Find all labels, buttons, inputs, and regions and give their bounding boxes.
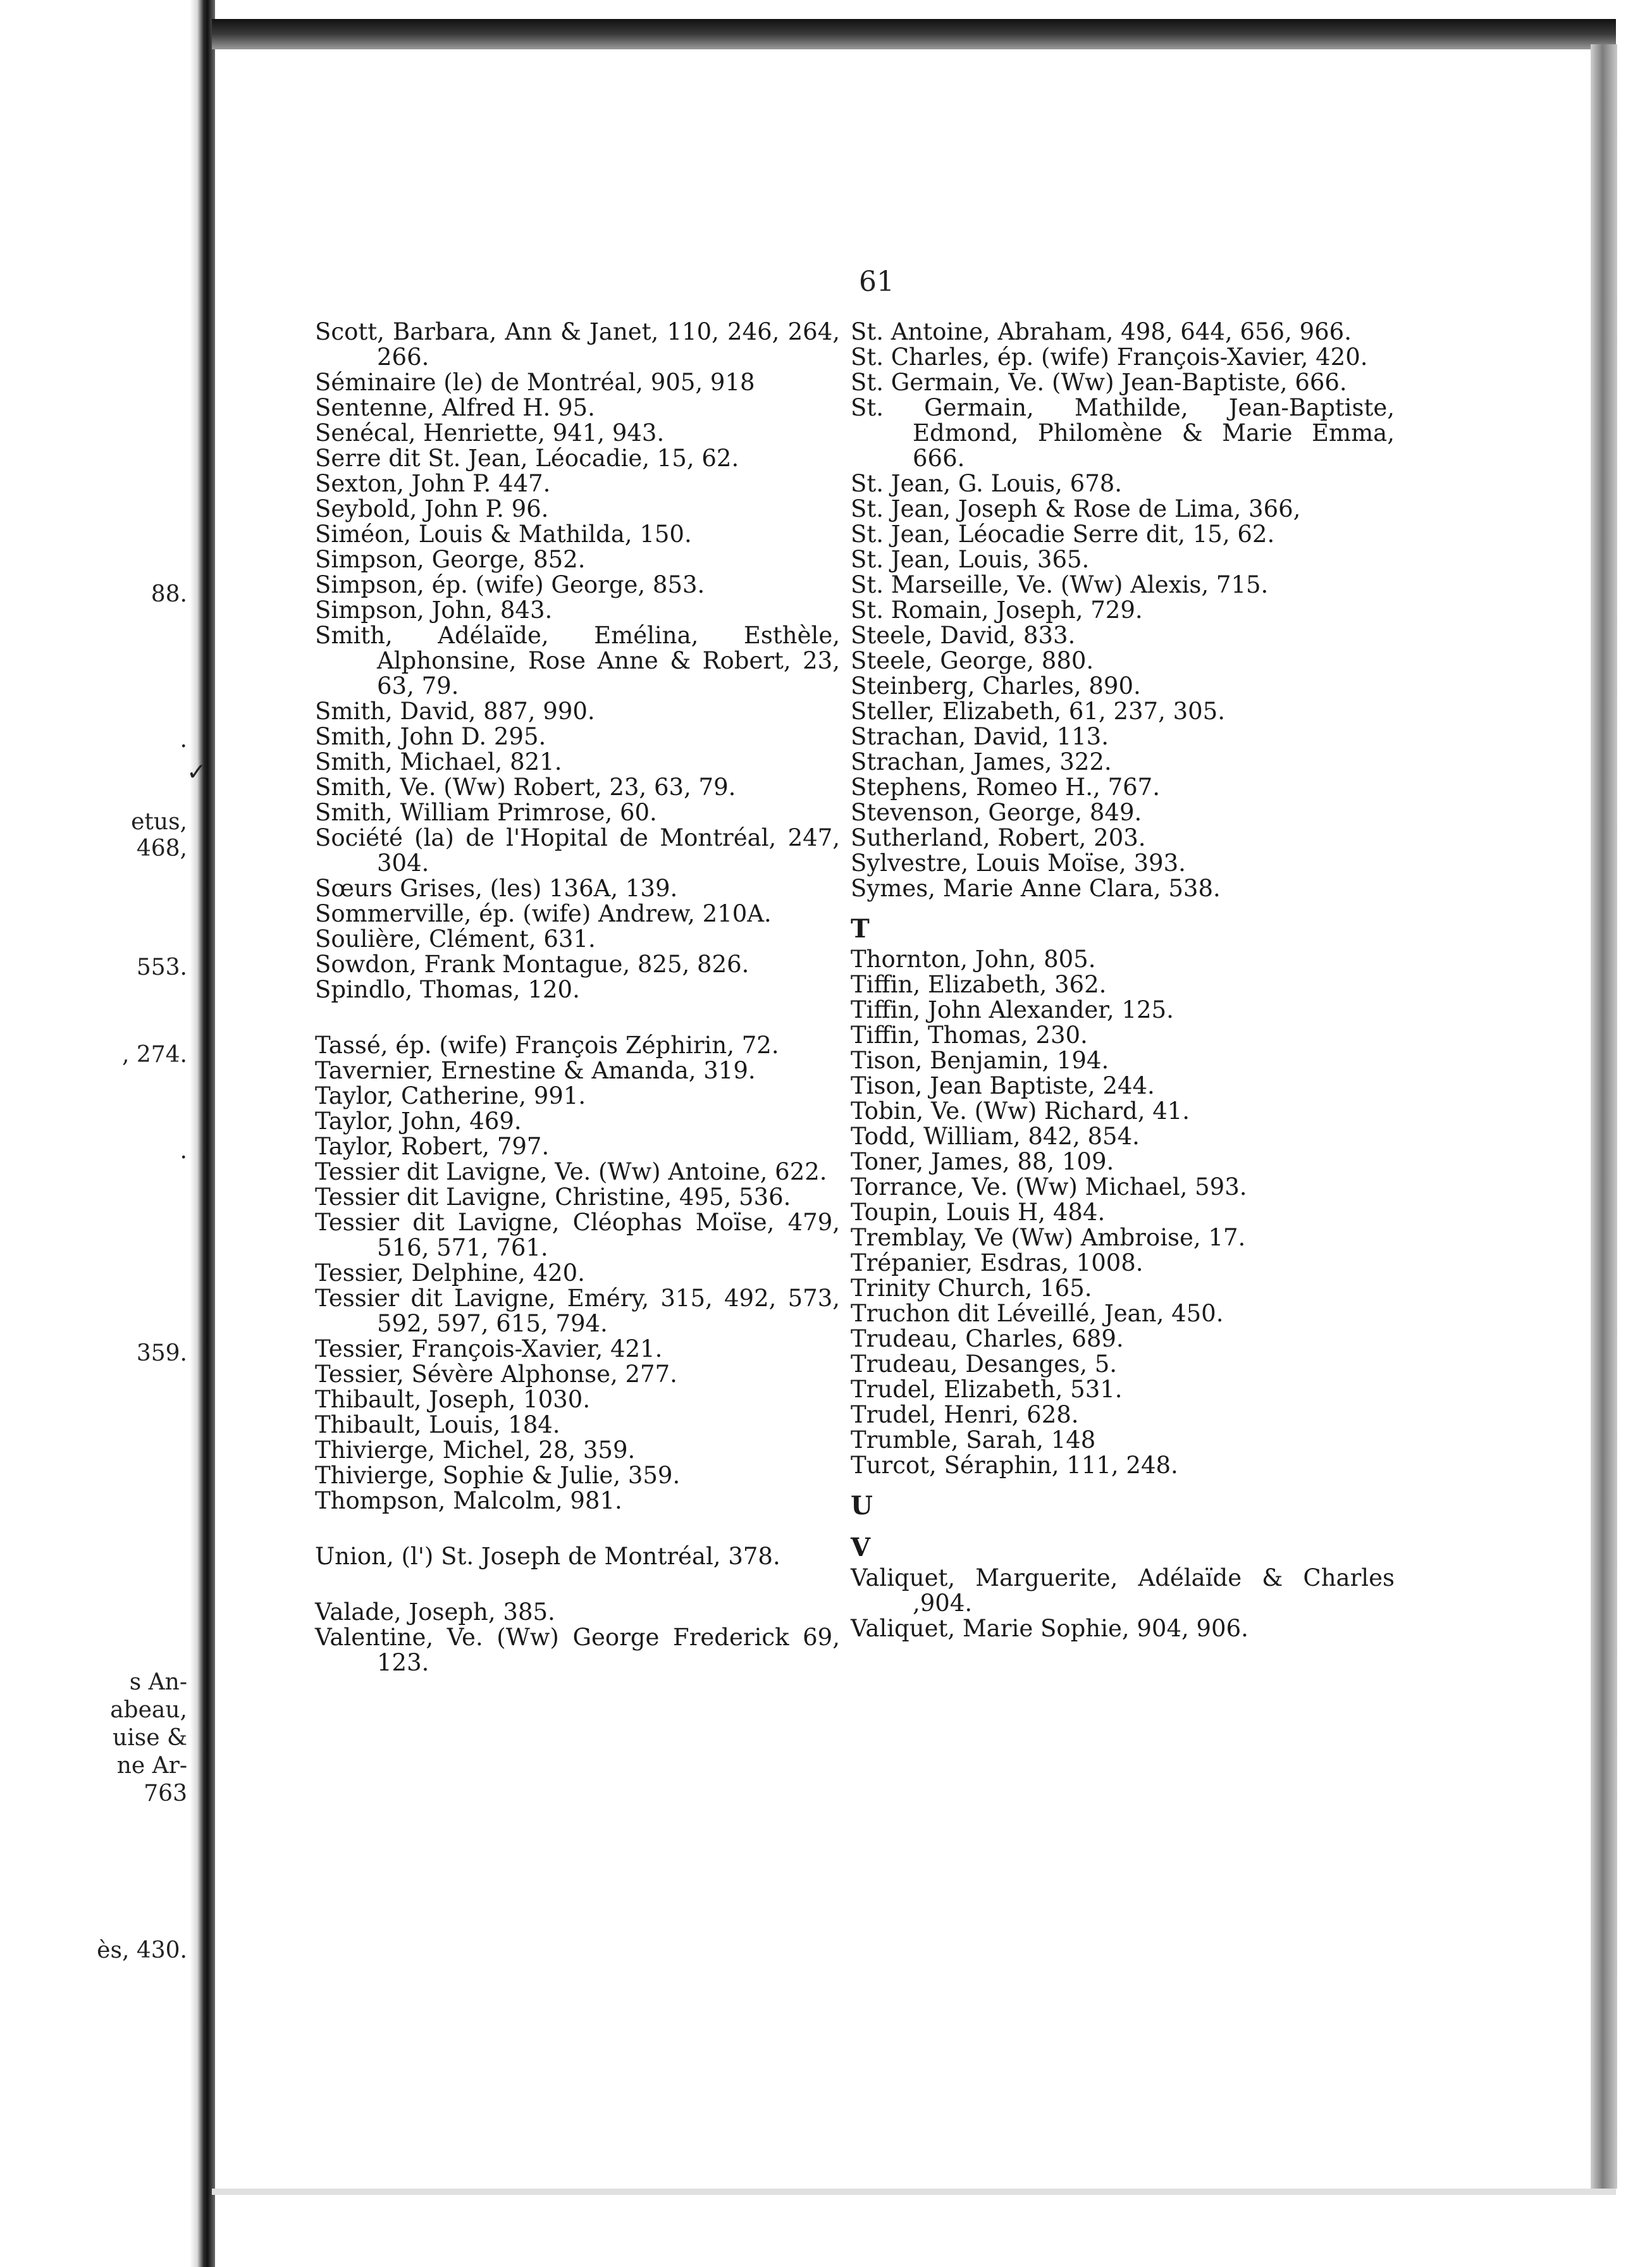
index-entry: St. Romain, Joseph, 729. [851,596,1143,624]
left-page-text-fragment: 359. [136,1340,187,1366]
index-entry: St. Jean, Louis, 365. [851,546,1090,573]
index-entry: Sommerville, ép. (wife) Andrew, 210A. [315,900,772,927]
right-t-entries [851,947,1395,1478]
left-page-text-fragment: 88. [151,581,187,607]
index-entry: Toner, James, 88, 109. [851,1148,1114,1175]
page-top-edge [212,19,1616,49]
index-entry: Tremblay, Ve (Ww) Ambroise, 17. [851,1224,1246,1251]
index-entry: Smith, Michael, 821. [315,748,562,775]
left-page-text-fragment: 468, [136,836,187,862]
index-entry: Trumble, Sarah, 148 [851,1426,1096,1454]
index-entry: Thivierge, Michel, 28, 359. [315,1436,636,1464]
section-heading-t: T [851,914,870,944]
index-entry: Taylor, Robert, 797. [315,1133,550,1160]
left-page-text-fragment: abeau, [110,1697,187,1723]
index-entry: Smith, John D. 295. [315,723,546,750]
index-entry: Valiquet, Marie Sophie, 904, 906. [851,1615,1248,1642]
index-entry: Sentenne, Alfred H. 95. [315,394,595,421]
section-heading-u: U [851,1491,873,1521]
index-entry: Tison, Jean Baptiste, 244. [851,1072,1155,1099]
index-entry: St. Jean, Léocadie Serre dit, 15, 62. [851,521,1275,548]
index-entry: Sutherland, Robert, 203. [851,824,1146,851]
left-page-text-fragment: . [180,727,187,753]
ribbon-marker-icon: ✓ [187,758,207,786]
index-entry: Tessier dit Lavigne, Eméry, 315, 492, 573, 592, 597, 615, 794. [315,1285,840,1337]
index-entry: Siméon, Louis & Mathilda, 150. [315,521,692,548]
section-gap [315,1569,840,1600]
index-entry: Torrance, Ve. (Ww) Michael, 593. [851,1173,1247,1201]
index-entry: Sœurs Grises, (les) 136A, 139. [315,875,678,902]
page-right-edge [1591,44,1617,2189]
index-entry: Symes, Marie Anne Clara, 538. [851,875,1221,902]
index-entry: Thompson, Malcolm, 981. [315,1487,622,1514]
index-entry: Seybold, John P. 96. [315,495,549,522]
left-page-text-fragment: etus, [131,809,187,835]
index-entry: Truchon dit Léveillé, Jean, 450. [851,1300,1224,1327]
section-gap [315,1003,840,1033]
index-entry: St. Germain, Mathilde, Jean-Baptiste, Edmond, Philomène & Marie Emma, 666. [851,394,1395,472]
index-entry: Thibault, Joseph, 1030. [315,1386,591,1413]
left-page-text-fragment: , 274. [121,1042,187,1068]
index-entry: Smith, David, 887, 990. [315,698,595,725]
right-v-entries [851,1566,1395,1641]
index-entry: Steller, Elizabeth, 61, 237, 305. [851,698,1225,725]
section-gap [315,1514,840,1544]
index-entry: Smith, William Primrose, 60. [315,799,657,826]
index-entry: Simpson, ép. (wife) George, 853. [315,571,705,598]
index-entry: St. Jean, Joseph & Rose de Lima, 366, [851,495,1301,522]
index-entry: Tiffin, Elizabeth, 362. [851,971,1107,998]
left-page-text-fragment: 553. [136,954,187,980]
index-column-left [315,319,840,1676]
left-v-entries [315,1600,840,1676]
index-entry: Steele, David, 833. [851,622,1076,649]
index-entry: Strachan, David, 113. [851,723,1109,750]
index-column-right [851,319,1395,1641]
index-entry: Tessier dit Lavigne, Cléophas Moïse, 479, 516, 571, 761. [315,1209,840,1261]
index-entry: Trudel, Henri, 628. [851,1401,1079,1428]
index-entry: Trépanier, Esdras, 1008. [851,1249,1143,1276]
index-entry: Tassé, ép. (wife) François Zéphirin, 72. [315,1032,779,1059]
index-entry: Tessier dit Lavigne, Ve. (Ww) Antoine, 622. [315,1158,827,1185]
index-entry: St. Jean, G. Louis, 678. [851,470,1123,497]
index-entry: Smith, Ve. (Ww) Robert, 23, 63, 79. [315,774,736,801]
index-entry: Tiffin, John Alexander, 125. [851,996,1174,1023]
index-entry: Séminaire (le) de Montréal, 905, 918 [315,369,755,396]
index-entry: Union, (l') St. Joseph de Montréal, 378. [315,1543,780,1570]
index-entry: Turcot, Séraphin, 111, 248. [851,1452,1178,1479]
index-entry: Thivierge, Sophie & Julie, 359. [315,1462,681,1489]
index-entry: Simpson, George, 852. [315,546,586,573]
index-entry: Toupin, Louis H, 484. [851,1199,1106,1226]
index-entry: Valentine, Ve. (Ww) George Frederick 69, 123. [315,1624,840,1676]
section-heading-v: V [851,1533,871,1562]
page-bottom-edge [212,2189,1616,2195]
index-entry: Tison, Benjamin, 194. [851,1047,1109,1074]
left-page-text-fragment: ès, 430. [97,1937,187,1963]
index-entry: Tiffin, Thomas, 230. [851,1022,1088,1049]
index-entry: Sylvestre, Louis Moïse, 393. [851,849,1186,877]
index-entry: Thibault, Louis, 184. [315,1411,560,1438]
index-entry: Trudel, Elizabeth, 531. [851,1376,1123,1403]
index-entry: Smith, Adélaïde, Emélina, Esthèle, Alphonsine, Rose Anne & Robert, 23, 63, 79. [315,622,840,700]
index-entry: Tavernier, Ernestine & Amanda, 319. [315,1057,756,1084]
left-page-text-fragment: 763 [144,1781,187,1807]
right-s-entries [851,319,1395,901]
index-entry: Société (la) de l'Hopital de Montréal, 247, 304. [315,824,840,877]
index-entry: Todd, William, 842, 854. [851,1123,1140,1150]
left-page-text-fragment: uise & [113,1725,187,1751]
index-entry: St. Antoine, Abraham, 498, 644, 656, 966. [851,318,1352,345]
index-entry: Tessier, Sévère Alphonse, 277. [315,1361,677,1388]
index-entry: Tessier, François-Xavier, 421. [315,1335,663,1362]
index-entry: Tobin, Ve. (Ww) Richard, 41. [851,1097,1190,1125]
index-entry: Stevenson, George, 849. [851,799,1142,826]
index-entry: St. Germain, Ve. (Ww) Jean-Baptiste, 666. [851,369,1347,396]
index-entry: Senécal, Henriette, 941, 943. [315,419,665,447]
index-entry: Valade, Joseph, 385. [315,1598,555,1626]
left-t-entries [315,1033,840,1514]
index-entry: Tessier dit Lavigne, Christine, 495, 536. [315,1183,791,1211]
index-entry: Stephens, Romeo H., 767. [851,774,1160,801]
book-gutter [190,0,215,2267]
page-number: 61 [859,266,894,298]
index-entry: Spindlo, Thomas, 120. [315,976,580,1003]
index-entry: St. Marseille, Ve. (Ww) Alexis, 715. [851,571,1269,598]
index-entry: Strachan, James, 322. [851,748,1112,775]
index-entry: Taylor, Catherine, 991. [315,1082,586,1109]
left-s-entries [315,319,840,1003]
index-entry: Trinity Church, 165. [851,1275,1092,1302]
index-entry: Steele, George, 880. [851,647,1094,674]
index-entry: Trudeau, Desanges, 5. [851,1350,1118,1378]
index-entry: Soulière, Clément, 631. [315,925,596,953]
index-entry: Taylor, John, 469. [315,1108,522,1135]
index-entry: Sexton, John P. 447. [315,470,551,497]
index-entry: Simpson, John, 843. [315,596,553,624]
left-page-text-fragment: s An- [129,1669,187,1695]
index-entry: Trudeau, Charles, 689. [851,1325,1124,1352]
index-entry: Steinberg, Charles, 890. [851,672,1141,700]
index-entry: Serre dit St. Jean, Léocadie, 15, 62. [315,445,739,472]
index-entry: Tessier, Delphine, 420. [315,1259,585,1287]
left-page-text-fragment: ne Ar- [116,1753,187,1779]
index-entry: Valiquet, Marguerite, Adélaïde & Charles ,904. [851,1564,1395,1617]
index-entry: Thornton, John, 805. [851,946,1096,973]
left-page-text-fragment: . [180,1138,187,1164]
left-u-entries [315,1544,840,1569]
index-entry: Sowdon, Frank Montague, 825, 826. [315,951,749,978]
index-entry: St. Charles, ép. (wife) François-Xavier, 420. [851,343,1368,371]
index-entry: Scott, Barbara, Ann & Janet, 110, 246, 264, 266. [315,318,840,371]
